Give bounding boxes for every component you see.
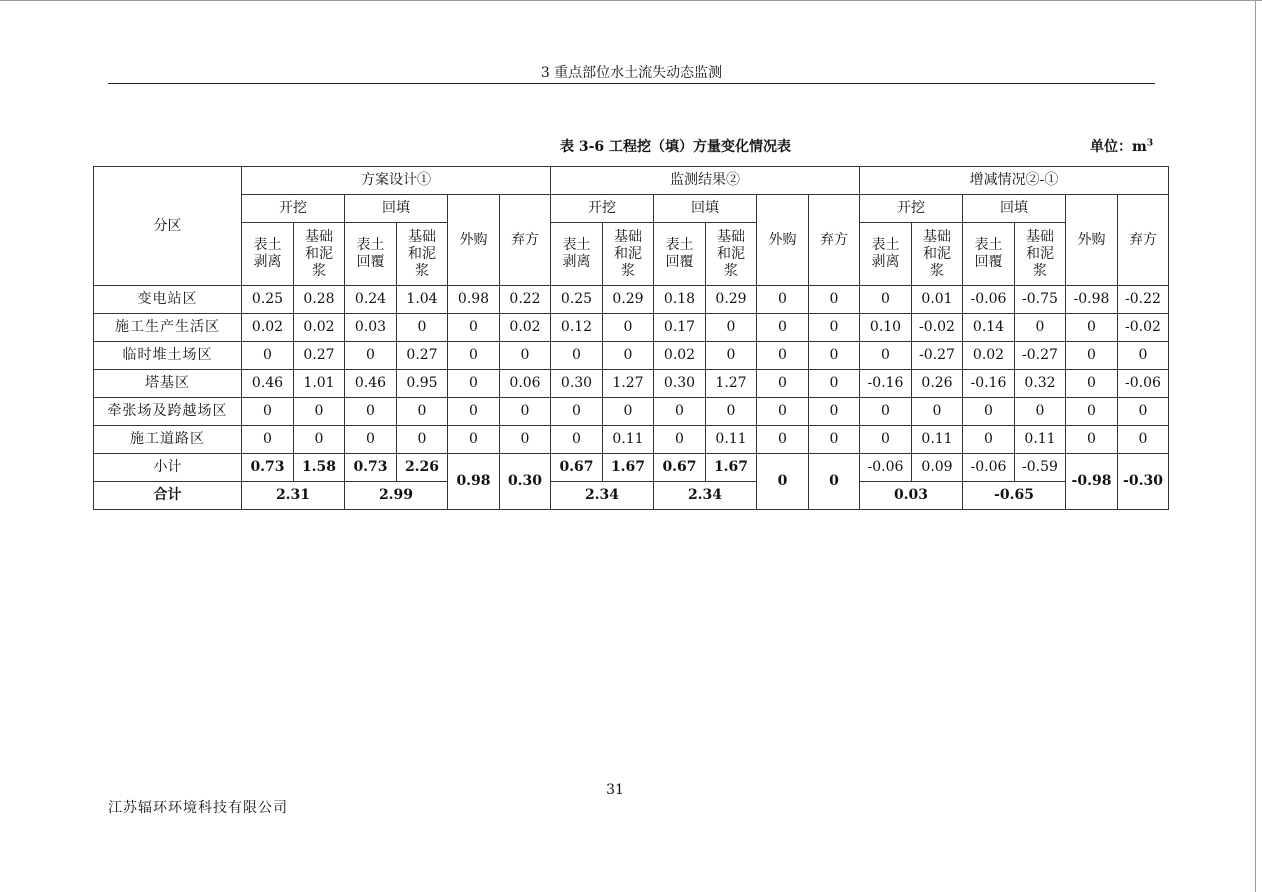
table-cell: 0.09 — [912, 454, 963, 482]
table-cell: 0 — [1066, 370, 1118, 398]
table-body — [94, 286, 1169, 454]
table-cell: -0.06 — [1118, 370, 1169, 398]
header-row-groups — [94, 167, 1169, 195]
table-row — [94, 286, 1169, 314]
table-cell: 0.02 — [242, 314, 294, 342]
change-topsoil-strip-header: 表土剥离 — [860, 223, 912, 286]
table-cell: 0.02 — [963, 342, 1015, 370]
table-cell: 1.67 — [603, 454, 654, 482]
table-cell: -0.30 — [1118, 454, 1169, 510]
table-cell: 0 — [860, 398, 912, 426]
table-cell: -0.65 — [963, 482, 1066, 510]
table-cell: 0 — [809, 286, 860, 314]
table-row — [94, 370, 1169, 398]
table-cell: 0.27 — [397, 342, 448, 370]
table-cell: 0.25 — [242, 286, 294, 314]
subtotal-row — [94, 454, 1169, 482]
page-number: 31 — [606, 782, 624, 798]
table-cell: -0.06 — [963, 454, 1015, 482]
table-cell: 0 — [500, 426, 551, 454]
change-excavation-header: 开挖 — [860, 195, 963, 223]
table-cell: 0.11 — [603, 426, 654, 454]
table-cell: 0.14 — [963, 314, 1015, 342]
table-cell: 2.99 — [345, 482, 448, 510]
group-header-monitor: 监测结果② — [551, 167, 860, 195]
table-cell: 0.11 — [912, 426, 963, 454]
table-cell: -0.98 — [1066, 286, 1118, 314]
unit-exponent: 3 — [1146, 138, 1154, 149]
table-cell: 0 — [809, 342, 860, 370]
table-cell: 2.26 — [397, 454, 448, 482]
table-cell: 0.02 — [654, 342, 706, 370]
table-cell: 0.01 — [912, 286, 963, 314]
partition-header: 分区 — [94, 167, 242, 286]
monitor-foundation-slurry-header: 基础和泥浆 — [603, 223, 654, 286]
table-cell: -0.16 — [963, 370, 1015, 398]
table-cell: 0.30 — [654, 370, 706, 398]
change-waste-header: 弃方 — [1118, 195, 1169, 286]
table-row — [94, 426, 1169, 454]
table-cell: -0.27 — [1015, 342, 1066, 370]
table-cell: 0 — [294, 398, 345, 426]
table-cell: 0 — [860, 342, 912, 370]
table-cell: 0 — [397, 314, 448, 342]
table-cell: 0 — [1118, 342, 1169, 370]
design-excavation-header: 开挖 — [242, 195, 345, 223]
table-cell: 0 — [654, 398, 706, 426]
group-header-design: 方案设计① — [242, 167, 551, 195]
table-cell: 0.02 — [294, 314, 345, 342]
unit-prefix: 单位：m — [1090, 139, 1147, 155]
table-cell: 0 — [242, 426, 294, 454]
table-cell: -0.06 — [963, 286, 1015, 314]
design-topsoil-backfill-header: 表土回覆 — [345, 223, 397, 286]
group-header-change: 增减情况②-① — [860, 167, 1169, 195]
table-row — [94, 398, 1169, 426]
change-purchase-header: 外购 — [1066, 195, 1118, 286]
header-row-types — [94, 195, 1169, 223]
table-cell: 0 — [1066, 314, 1118, 342]
table-cell: 1.04 — [397, 286, 448, 314]
table-cell: -0.06 — [860, 454, 912, 482]
table-cell: 0 — [706, 314, 757, 342]
design-topsoil-strip-header: 表土剥离 — [242, 223, 294, 286]
design-foundation-slurry-header: 基础和泥浆 — [294, 223, 345, 286]
table-cell: 0 — [345, 398, 397, 426]
table-cell: 0 — [706, 398, 757, 426]
table-cell: 0.73 — [242, 454, 294, 482]
table-cell: 2.31 — [242, 482, 345, 510]
change-foundation-slurry-header: 基础和泥浆 — [912, 223, 963, 286]
table-cell: -0.02 — [912, 314, 963, 342]
table-cell: 0.46 — [345, 370, 397, 398]
table-cell: 0 — [860, 426, 912, 454]
table-cell: 0 — [345, 426, 397, 454]
table-cell: 0.67 — [551, 454, 603, 482]
zone-name: 临时堆土场区 — [94, 342, 242, 370]
table-cell: 0.12 — [551, 314, 603, 342]
earthwork-table — [93, 166, 1169, 510]
table-cell: 0 — [242, 342, 294, 370]
table-cell: 0 — [757, 314, 809, 342]
table-cell: 2.34 — [654, 482, 757, 510]
running-header: 3 重点部位水土流失动态监测 — [540, 65, 723, 81]
design-purchase-header: 外购 — [448, 195, 500, 286]
table-cell: 0.98 — [448, 454, 500, 510]
table-cell: 0.18 — [654, 286, 706, 314]
table-cell: 0 — [500, 342, 551, 370]
table-cell: 2.34 — [551, 482, 654, 510]
table-cell: 0 — [448, 342, 500, 370]
table-cell: 0 — [1066, 398, 1118, 426]
table-cell: 0.30 — [500, 454, 551, 510]
table-cell: 0 — [809, 370, 860, 398]
table-cell: 0 — [809, 426, 860, 454]
table-cell: 0 — [294, 426, 345, 454]
table-cell: 0.03 — [860, 482, 963, 510]
table-cell: 0.29 — [603, 286, 654, 314]
table-cell: 0 — [809, 398, 860, 426]
table-cell: 1.01 — [294, 370, 345, 398]
table-cell: 0.22 — [500, 286, 551, 314]
table-cell: 0 — [345, 342, 397, 370]
change-topsoil-backfill-header: 表土回覆 — [963, 223, 1015, 286]
table-cell: 0 — [757, 454, 809, 510]
monitor-excavation-header: 开挖 — [551, 195, 654, 223]
table-cell: 0 — [963, 398, 1015, 426]
unit-label — [1090, 136, 1153, 156]
page-edge-right — [1255, 0, 1256, 892]
monitor-waste-header: 弃方 — [809, 195, 860, 286]
table-cell: 0.27 — [294, 342, 345, 370]
table-cell: 0 — [551, 342, 603, 370]
table-cell: 0.11 — [1015, 426, 1066, 454]
table-cell: 0.46 — [242, 370, 294, 398]
table-cell: 0 — [551, 398, 603, 426]
table-cell: 0 — [551, 426, 603, 454]
monitor-topsoil-strip-header: 表土剥离 — [551, 223, 603, 286]
zone-name: 施工道路区 — [94, 426, 242, 454]
table-cell: 0.28 — [294, 286, 345, 314]
change-backfill-header: 回填 — [963, 195, 1066, 223]
table-cell: 0.24 — [345, 286, 397, 314]
table-cell: 0 — [242, 398, 294, 426]
table-cell: -0.16 — [860, 370, 912, 398]
table-cell: 0 — [757, 398, 809, 426]
monitor-backfill-slurry-header: 基础和泥浆 — [706, 223, 757, 286]
table-cell: 0 — [603, 398, 654, 426]
design-waste-header: 弃方 — [500, 195, 551, 286]
zone-name: 变电站区 — [94, 286, 242, 314]
table-cell: 0.67 — [654, 454, 706, 482]
table-cell: 0 — [1066, 426, 1118, 454]
table-cell: 0 — [448, 314, 500, 342]
table-cell: 0.26 — [912, 370, 963, 398]
table-cell: 0 — [1015, 398, 1066, 426]
table-cell: 0 — [448, 398, 500, 426]
table-cell: 0.29 — [706, 286, 757, 314]
table-cell: 0 — [448, 426, 500, 454]
monitor-purchase-header: 外购 — [757, 195, 809, 286]
table-cell: 0 — [1066, 342, 1118, 370]
change-backfill-slurry-header: 基础和泥浆 — [1015, 223, 1066, 286]
table-cell: 0 — [500, 398, 551, 426]
table-cell: 1.27 — [603, 370, 654, 398]
table-cell: 0.95 — [397, 370, 448, 398]
table-cell: 0 — [757, 426, 809, 454]
zone-name: 施工生产生活区 — [94, 314, 242, 342]
table-cell: 0 — [603, 314, 654, 342]
table-cell: 0 — [1118, 398, 1169, 426]
table-cell: 0 — [757, 370, 809, 398]
design-backfill-slurry-header: 基础和泥浆 — [397, 223, 448, 286]
design-backfill-header: 回填 — [345, 195, 448, 223]
company-name: 江苏辐环环境科技有限公司 — [108, 800, 288, 816]
table-cell: -0.75 — [1015, 286, 1066, 314]
table-cell: 0 — [809, 454, 860, 510]
table-cell: 0 — [860, 286, 912, 314]
table-cell: 0 — [1015, 314, 1066, 342]
table-cell: 0.10 — [860, 314, 912, 342]
table-cell: -0.27 — [912, 342, 963, 370]
table-caption: 表 3-6 工程挖（填）方量变化情况表 — [560, 139, 792, 155]
table-cell: -0.98 — [1066, 454, 1118, 510]
table-cell: 0.30 — [551, 370, 603, 398]
table-row — [94, 342, 1169, 370]
table-cell: 0.25 — [551, 286, 603, 314]
table-cell: -0.59 — [1015, 454, 1066, 482]
zone-name: 牵张场及跨越场区 — [94, 398, 242, 426]
table-cell: 0 — [603, 342, 654, 370]
table-cell: 0.06 — [500, 370, 551, 398]
table-cell: 0 — [757, 286, 809, 314]
table-cell: 0.73 — [345, 454, 397, 482]
table-cell: 0.03 — [345, 314, 397, 342]
table-cell: 1.58 — [294, 454, 345, 482]
table-cell: 0.17 — [654, 314, 706, 342]
subtotal-label: 小计 — [94, 454, 242, 482]
table-cell: 0.02 — [500, 314, 551, 342]
total-row — [94, 482, 1169, 510]
header-rule — [108, 83, 1155, 84]
table-cell: 0 — [397, 398, 448, 426]
table-cell: 0.32 — [1015, 370, 1066, 398]
table-cell: 0 — [654, 426, 706, 454]
table-cell: 0 — [912, 398, 963, 426]
table-cell: 0 — [448, 370, 500, 398]
monitor-topsoil-backfill-header: 表土回覆 — [654, 223, 706, 286]
table-cell: -0.22 — [1118, 286, 1169, 314]
table-cell: 0 — [706, 342, 757, 370]
zone-name: 塔基区 — [94, 370, 242, 398]
monitor-backfill-header: 回填 — [654, 195, 757, 223]
table-cell: 0 — [1118, 426, 1169, 454]
page-edge-top — [0, 0, 1262, 1]
header-row-subtypes — [94, 223, 1169, 286]
table-cell: 1.27 — [706, 370, 757, 398]
table-cell: 1.67 — [706, 454, 757, 482]
total-label: 合计 — [94, 482, 242, 510]
table-row — [94, 314, 1169, 342]
table-cell: 0 — [963, 426, 1015, 454]
table-cell: 0.11 — [706, 426, 757, 454]
table-cell: -0.02 — [1118, 314, 1169, 342]
table-cell: 0 — [397, 426, 448, 454]
table-cell: 0.98 — [448, 286, 500, 314]
table-cell: 0 — [809, 314, 860, 342]
table-cell: 0 — [757, 342, 809, 370]
